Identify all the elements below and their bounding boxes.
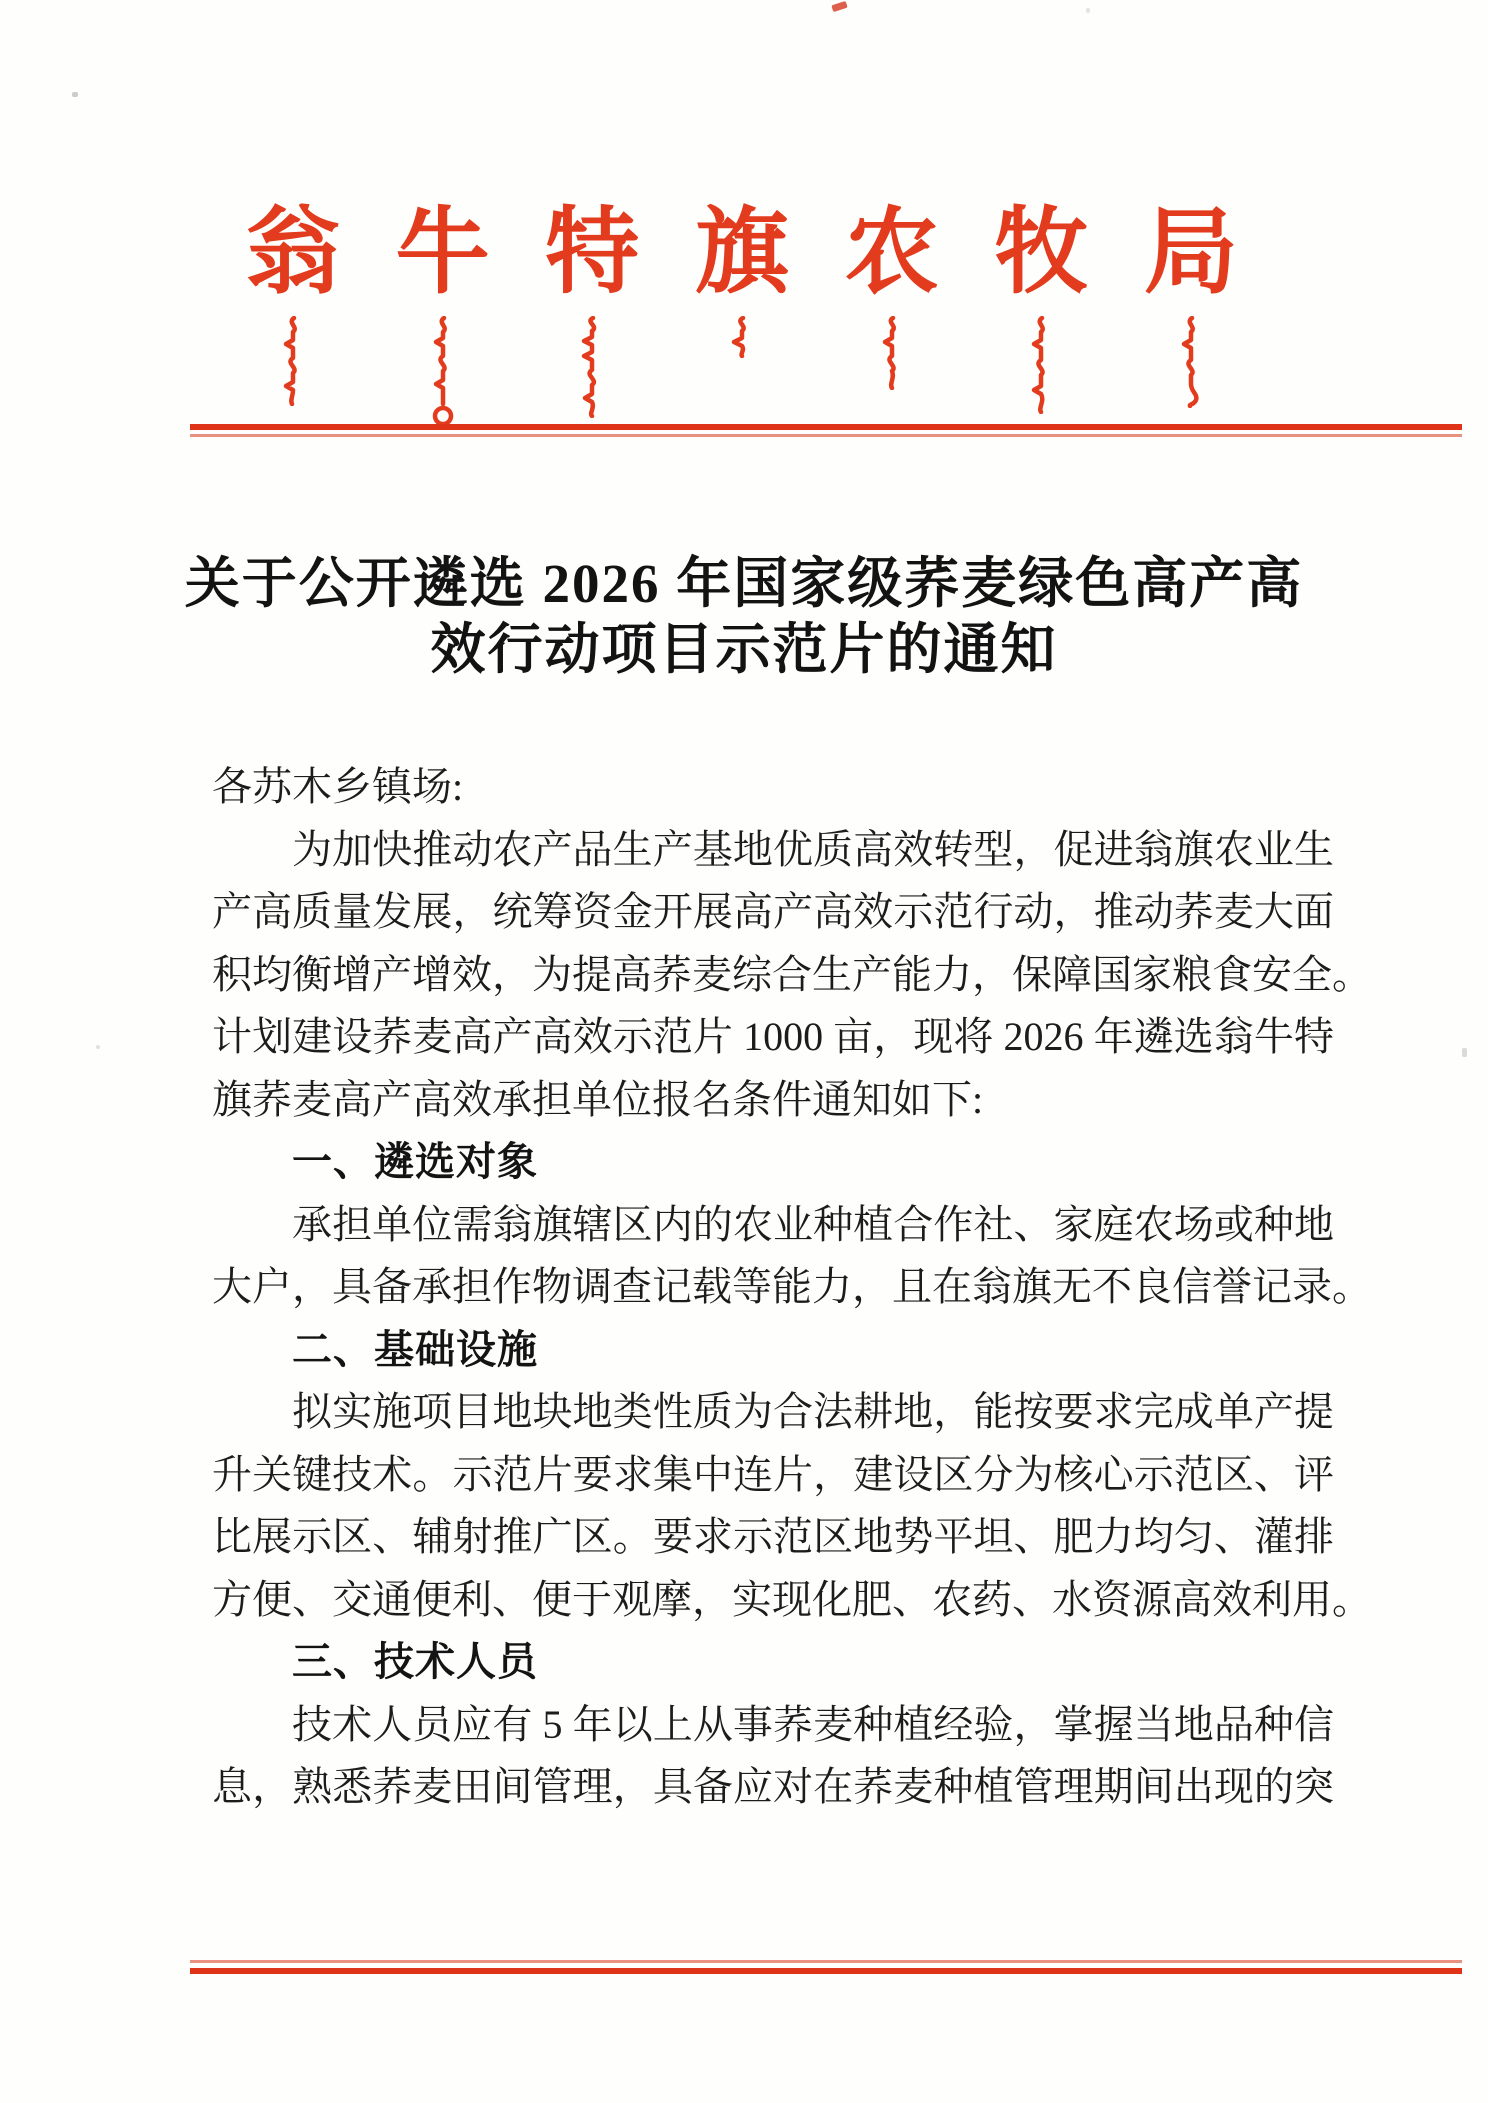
separator-thick-line: [190, 424, 1462, 430]
mongolian-script-icon: [1141, 316, 1241, 434]
body-line: 方便、交通便利、便于观摩，实现化肥、农药、水资源高效利用。: [212, 1576, 1372, 1622]
mongolian-script-icon: [243, 316, 343, 434]
scan-artifact-mark: [831, 1, 847, 12]
org-name-char: 特: [545, 201, 640, 305]
body-line: 技术人员应有 5 年以上从事荞麦种植经验，掌握当地品种信: [292, 1701, 1334, 1747]
scan-artifact-mark: [96, 1045, 100, 1049]
scan-artifact-mark: [1462, 1048, 1467, 1057]
section-heading: 三、技术人员: [292, 1640, 538, 1684]
body-line: 旗荞麦高产高效承担单位报名条件通知如下:: [212, 1076, 984, 1122]
document-body: [212, 756, 1372, 1819]
body-line: 息，熟悉荞麦田间管理，具备应对在荞麦种植管理期间出现的突: [212, 1764, 1334, 1809]
org-name-char: 农: [844, 201, 939, 305]
mongolian-script-icon: [393, 316, 493, 434]
scan-artifact-mark: [72, 92, 78, 97]
scan-artifact-mark: [1086, 8, 1090, 13]
body-line: 升关键技术。示范片要求集中连片，建设区分为核心示范区、评: [212, 1451, 1334, 1497]
separator-thick-line: [190, 1968, 1462, 1974]
body-line: 为加快推动农产品生产基地优质高效转型，促进翁旗农业生: [292, 826, 1334, 872]
mongolian-script-icon: [842, 316, 942, 434]
body-line: 承担单位需翁旗辖区内的农业种植合作社、家庭农场或种地: [292, 1201, 1334, 1247]
section-heading: 二、基础设施: [292, 1327, 538, 1372]
org-name-char: 牧: [994, 201, 1089, 305]
body-line: 拟实施项目地块地类性质为合法耕地，能按要求完成单产提: [292, 1389, 1334, 1434]
salutation-line: 各苏木乡镇场:: [212, 764, 464, 809]
mongolian-script-icon: [991, 316, 1091, 434]
document-title-line-1: 关于公开遴选 2026 年国家级荞麦绿色高产高: [184, 553, 1304, 614]
document-title-line-2: 效行动项目示范片的通知: [430, 619, 1058, 680]
mongolian-script-icon: [692, 316, 792, 434]
red-separator-top: [190, 424, 1462, 437]
body-line: 计划建设荞麦高产高效示范片 1000 亩，现将 2026 年遴选翁牛特: [212, 1014, 1334, 1059]
body-line: 积均衡增产增效，为提高荞麦综合生产能力，保障国家粮食安全。: [212, 951, 1372, 997]
red-separator-bottom: [190, 1960, 1462, 1974]
separator-thin-line: [190, 1960, 1462, 1963]
org-name-char: 局: [1143, 201, 1238, 305]
masthead-org-name: [243, 203, 1241, 303]
section-heading: 一、遴选对象: [292, 1140, 538, 1184]
mongolian-script-icon: [542, 316, 642, 434]
org-name-char: 翁: [245, 201, 340, 305]
document-title: [0, 551, 1488, 683]
separator-thin-line: [190, 434, 1462, 437]
body-line: 大户，具备承担作物调查记载等能力，且在翁旗无不良信誉记录。: [212, 1264, 1372, 1309]
body-line: 比展示区、辅射推广区。要求示范区地势平坦、肥力均匀、灌排: [212, 1514, 1334, 1559]
org-name-char: 牛: [395, 201, 490, 305]
org-name-char: 旗: [694, 201, 789, 305]
mongolian-script-row: [243, 316, 1241, 434]
body-line: 产高质量发展，统筹资金开展高产高效示范行动，推动荞麦大面: [212, 889, 1334, 934]
